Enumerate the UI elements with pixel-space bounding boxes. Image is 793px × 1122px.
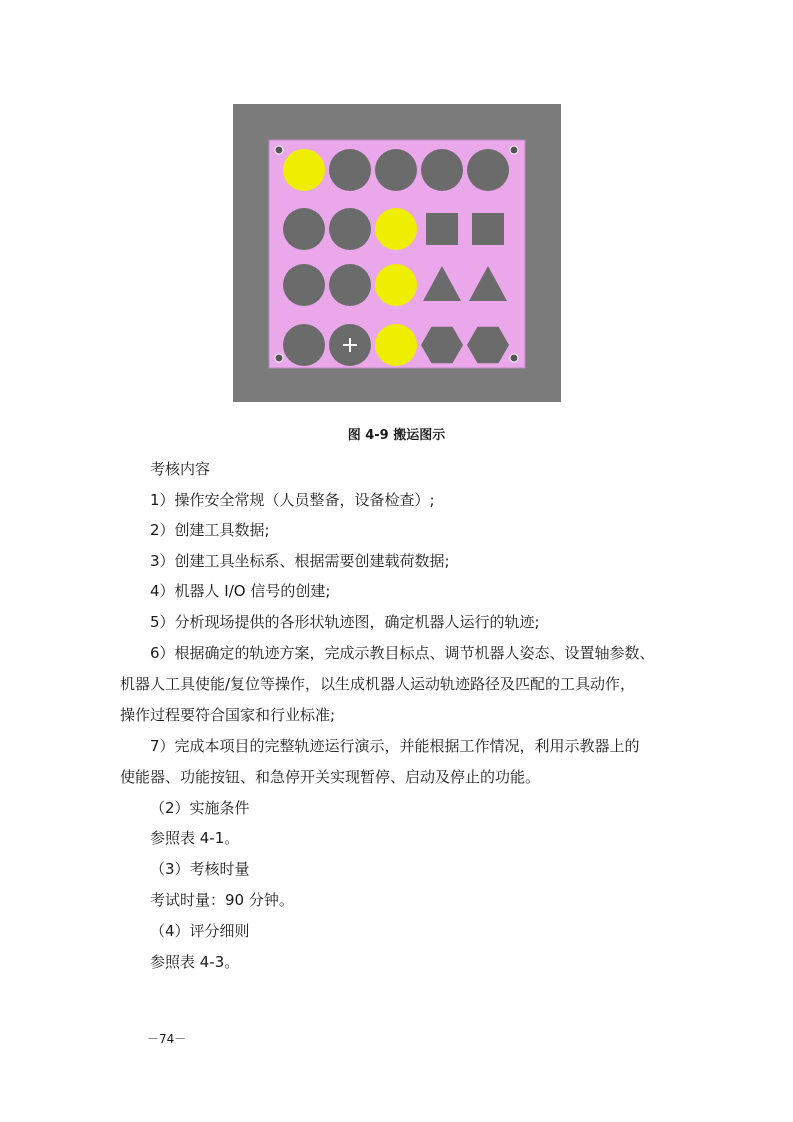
mounting-hole (510, 354, 518, 362)
gray-circle (329, 264, 371, 306)
list-item: 5）分析现场提供的各形状轨迹图，确定机器人运行的轨迹; (150, 613, 540, 631)
gray-circle (421, 149, 463, 191)
yellow-circle (375, 208, 417, 250)
yellow-circle (375, 264, 417, 306)
section-text: 参照表 4-1。 (150, 829, 240, 847)
list-item-continuation: 机器人工具使能/复位等操作，以生成机器人运动轨迹路径及匹配的工具动作， (120, 675, 636, 693)
list-item: 7）完成本项目的完整轨迹运行演示，并能根据工作情况，利用示教器上的 (150, 737, 640, 755)
figure-caption: 图 4-9 搬运图示 (347, 428, 446, 443)
gray-circle (329, 149, 371, 191)
gray-square (426, 213, 458, 245)
transport-plate-graphic (233, 104, 561, 402)
section-title: （3）考核时量 (150, 860, 250, 878)
gray-square (472, 213, 504, 245)
section-heading: 考核内容 (150, 460, 211, 478)
section-text: 考试时量：90 分钟。 (150, 891, 294, 909)
yellow-circle (375, 324, 417, 366)
list-item: 4）机器人 I/O 信号的创建; (150, 582, 331, 600)
section-text: 参照表 4-3。 (150, 953, 240, 971)
list-item-continuation: 操作过程要符合国家和行业标准; (120, 706, 336, 724)
section-title: （4）评分细则 (150, 922, 250, 940)
gray-circle (467, 149, 509, 191)
section-title: （2）实施条件 (150, 799, 250, 817)
mounting-hole (275, 146, 283, 154)
gray-circle (283, 324, 325, 366)
list-item: 6）根据确定的轨迹方案，完成示教目标点、调节机器人姿态、设置轴参数、 (150, 644, 655, 662)
mounting-hole (275, 354, 283, 362)
gray-circle (329, 208, 371, 250)
gray-circle (375, 149, 417, 191)
yellow-circle (283, 149, 325, 191)
figure-transport-diagram (233, 104, 561, 402)
list-item: 2）创建工具数据; (150, 521, 270, 539)
list-item: 3）创建工具坐标系、根据需要创建载荷数据; (150, 552, 450, 570)
list-item-continuation: 使能器、功能按钮、和急停开关实现暂停、启动及停止的功能。 (120, 768, 541, 786)
list-item: 1）操作安全常规（人员整备，设备检查）; (150, 491, 435, 509)
page-number: －74－ (147, 1032, 187, 1046)
mounting-hole (510, 146, 518, 154)
gray-circle (283, 264, 325, 306)
gray-circle (283, 208, 325, 250)
